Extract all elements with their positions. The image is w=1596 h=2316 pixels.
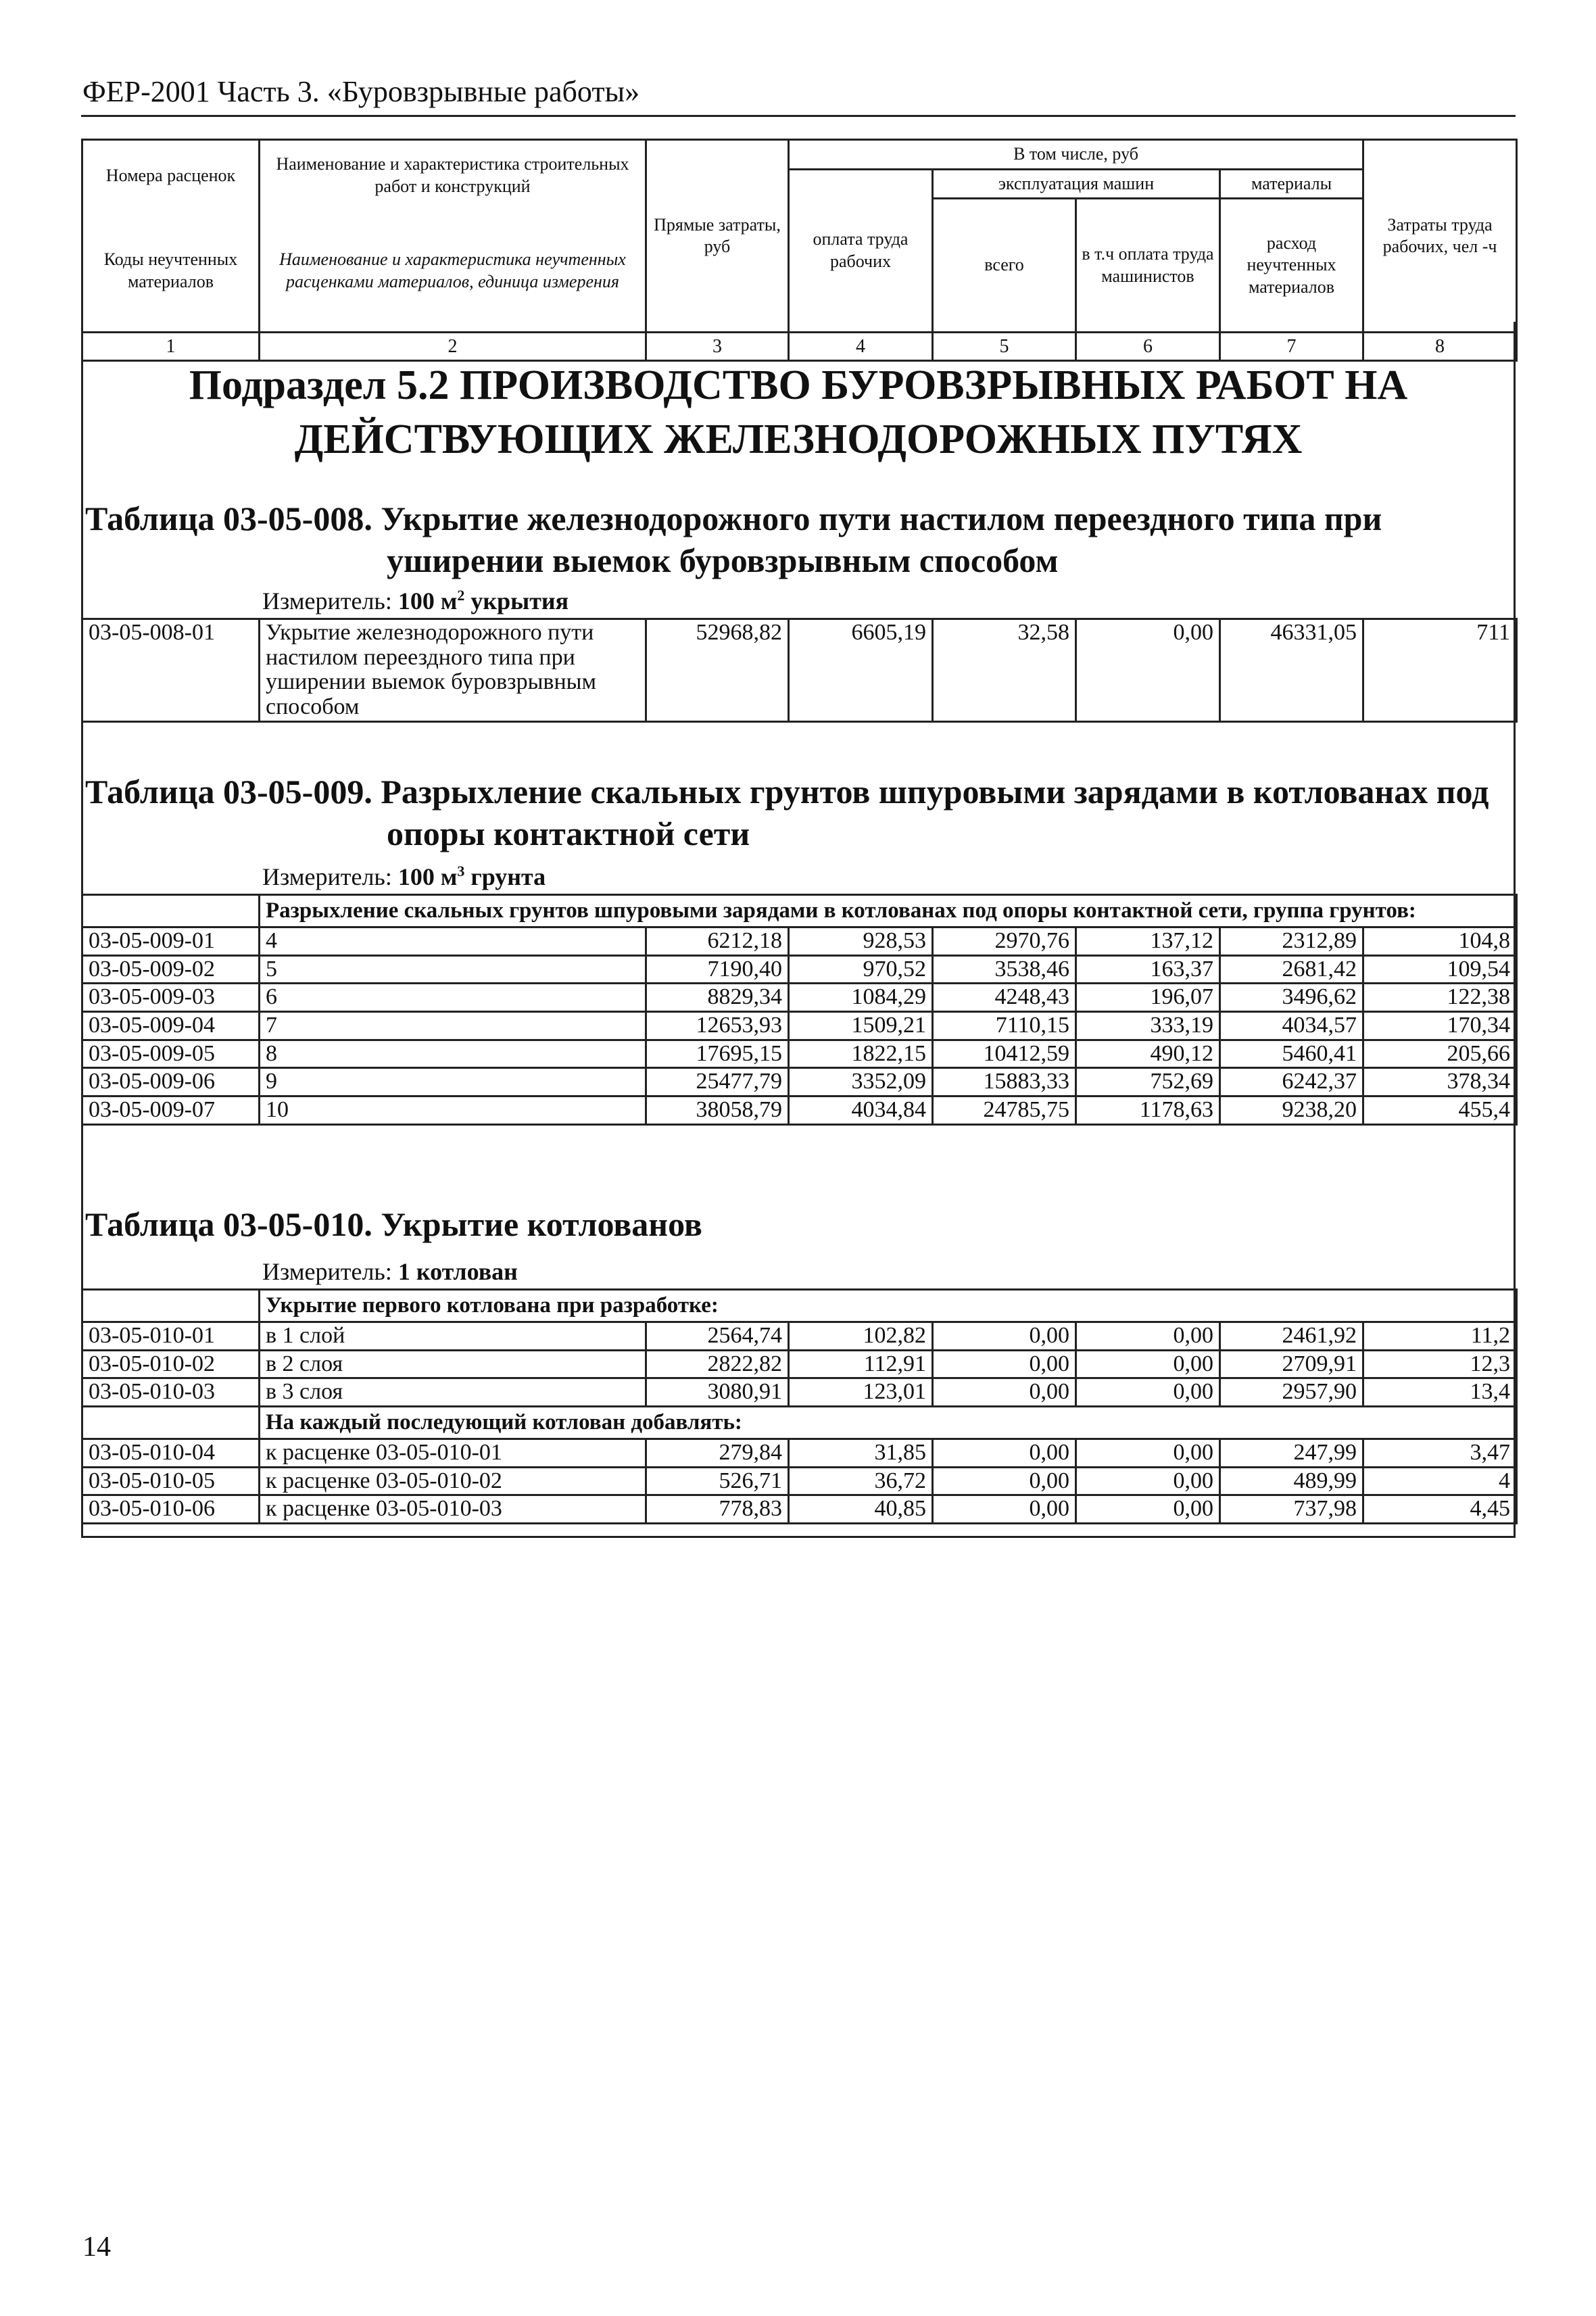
page-number: 14 (82, 2231, 111, 2263)
table-row: 03-05-010-01 в 1 слой 2564,74 102,82 0,00 0,00 2461,92 11,2 (82, 1322, 1517, 1350)
col-number: 6 (1076, 333, 1220, 361)
page-header-title: ФЕР-2001 Часть 3. «Буровзрывные работы» (82, 75, 640, 108)
group-row (82, 1290, 1517, 1322)
section-title: Подраздел 5.2 ПРОИЗВОДСТВО БУРОВЗРЫВНЫХ РАБОТ НА ДЕЙСТВУЮЩИХ ЖЕЛЕЗНОДОРОЖНЫХ ПУТЯХ (189, 362, 1408, 462)
col-name-bottom: Наименование и характеристика неучтенных расценками материалов, единица измерения (260, 211, 646, 333)
table-row: 03-05-009-07 10 38058,79 4034,84 24785,75 1178,63 9238,20 455,4 (82, 1096, 1517, 1125)
header-divider (81, 115, 1516, 117)
col-labor-pay: оплата труда рабочих (789, 169, 933, 333)
table-009-group-title: Разрыхление скальных грунтов шпуровыми зарядами в котлованах под опоры контактной сети, группа грунтов: (260, 895, 1517, 927)
col-direct: Прямые затраты, руб (646, 140, 789, 333)
table-009-caption: Таблица 03-05-009. (85, 773, 372, 811)
table-row: 03-05-009-05 8 17695,15 1822,15 10412,59 490,12 5460,41 205,66 (82, 1040, 1517, 1068)
col-code-top: Номера расценок (82, 140, 260, 211)
table-008-title-line1: Укрытие железнодорожного пути настилом переездного типа при (381, 500, 1382, 537)
group-row (82, 1407, 1517, 1439)
table-row: 03-05-010-06 к расценке 03-05-010-03 778,83 40,85 0,00 0,00 737,98 4,45 (82, 1495, 1517, 1524)
table-008-title (85, 498, 1512, 581)
table-009-title-line2: опоры контактной сети (387, 815, 750, 852)
col-including: В том числе, руб (789, 140, 1363, 170)
table-row: 03-05-010-04 к расценке 03-05-010-01 279,84 31,85 0,00 0,00 247,99 3,47 (82, 1439, 1517, 1467)
table-row: 03-05-010-02 в 2 слоя 2822,82 112,91 0,00 0,00 2709,91 12,3 (82, 1350, 1517, 1378)
table-008 (81, 618, 1518, 723)
table-row: 03-05-008-01 Укрытие железнодорожного пути настилом переездного типа при уширении выемок буровзрывным способом 52968,82 6605,19 32,58 0,00 46331,05 711 (82, 619, 1517, 722)
col-number: 5 (933, 333, 1076, 361)
table-row: 03-05-010-05 к расценке 03-05-010-02 526,71 36,72 0,00 0,00 489,99 4 (82, 1467, 1517, 1495)
col-number: 8 (1363, 333, 1517, 361)
table-009-title-line1: Разрыхление скальных грунтов шпуровыми зарядами в котлованах под (381, 773, 1489, 811)
table-010-caption: Таблица 03-05-010. (85, 1205, 372, 1243)
col-materials: материалы (1220, 169, 1363, 199)
table-010-title (85, 1203, 1512, 1245)
table-009-title (85, 771, 1512, 854)
table-010-group1-title: Укрытие первого котлована при разработке: (260, 1290, 1517, 1322)
table-010-group2-title: На каждый последующий котлован добавлять: (260, 1407, 1517, 1439)
col-labor-hours: Затраты труда рабочих, чел -ч (1363, 140, 1517, 333)
table-008-caption: Таблица 03-05-008. (85, 500, 372, 537)
col-machines: эксплуатация машин (933, 169, 1220, 199)
table-row: 03-05-009-02 5 7190,40 970,52 3538,46 163,37 2681,42 109,54 (82, 955, 1517, 984)
table-row: 03-05-009-03 6 8829,34 1084,29 4248,43 196,07 3496,62 122,38 (82, 984, 1517, 1012)
col-materials-use: расход неучтенных материалов (1220, 199, 1363, 333)
table-009 (81, 894, 1518, 1126)
col-name-top: Наименование и характеристика строительных работ и конструкций (260, 140, 646, 211)
col-number: 7 (1220, 333, 1363, 361)
col-machines-total: всего (933, 199, 1076, 333)
table-010-title-line1: Укрытие котлованов (381, 1205, 702, 1243)
table-008-title-line2: уширении выемок буровзрывным способом (387, 541, 1059, 579)
table-009-measure: Измеритель: 100 $м^3$ грунта (262, 863, 546, 890)
group-row (82, 895, 1517, 927)
table-010 (81, 1288, 1518, 1524)
table-row: 03-05-010-03 в 3 слоя 3080,91 123,01 0,00 0,00 2957,90 13,4 (82, 1378, 1517, 1407)
col-machinist-pay: в т.ч оплата труда машинистов (1076, 199, 1220, 333)
table-row: 03-05-009-04 7 12653,93 1509,21 7110,15 333,19 4034,57 170,34 (82, 1012, 1517, 1040)
table-row: 03-05-009-06 9 25477,79 3352,09 15883,33 752,69 6242,37 378,34 (82, 1068, 1517, 1096)
col-number: 2 (260, 333, 646, 361)
table-010-measure: Измеритель: 1 котлован (262, 1258, 518, 1285)
col-number: 3 (646, 333, 789, 361)
table-row: 03-05-009-01 4 6212,18 928,53 2970,76 137,12 2312,89 104,8 (82, 927, 1517, 955)
col-code-bottom: Коды неучтенных материалов (82, 211, 260, 333)
col-number: 1 (82, 333, 260, 361)
col-number: 4 (789, 333, 933, 361)
table-008-measure: Измеритель: 100 $м^2$ укрытия (262, 587, 569, 614)
